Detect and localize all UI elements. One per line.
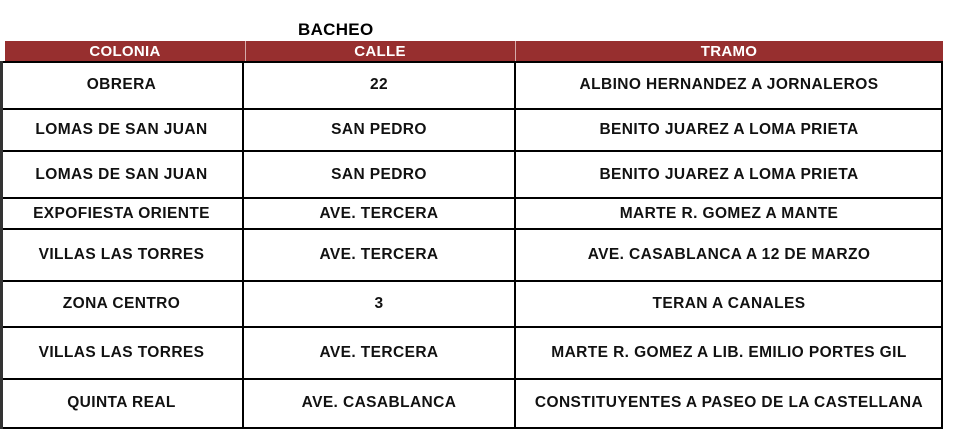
cell-colonia: OBRERA (86, 76, 157, 93)
cell-tramo: AVE. CASABLANCA A 12 DE MARZO (587, 246, 871, 263)
column-divider (242, 61, 244, 429)
row-divider (0, 378, 943, 380)
cell-calle: 3 (374, 295, 384, 312)
table-row (0, 61, 943, 109)
cell-colonia: ZONA CENTRO (62, 295, 181, 312)
row-divider (0, 108, 943, 110)
table-row (0, 379, 943, 427)
cell-colonia: LOMAS DE SAN JUAN (35, 121, 208, 138)
cell-colonia: LOMAS DE SAN JUAN (35, 165, 208, 183)
header-calle: CALLE (354, 43, 406, 60)
cell-calle: 22 (369, 76, 389, 93)
cell-calle: AVE. TERCERA (319, 204, 439, 222)
cell-calle: SAN PEDRO (331, 121, 427, 138)
cell-tramo: MARTE R. GOMEZ A LIB. EMILIO PORTES GIL (551, 344, 907, 361)
row-divider (0, 326, 943, 328)
column-divider (941, 61, 943, 429)
row-divider (0, 150, 943, 152)
cell-colonia: QUINTA REAL (67, 394, 176, 411)
table-row (0, 281, 943, 327)
table-header (5, 41, 943, 61)
table-row (0, 229, 943, 281)
table-row (0, 198, 943, 229)
cell-tramo: BENITO JUAREZ A LOMA PRIETA (599, 165, 859, 183)
table-row (0, 327, 943, 379)
cell-calle: AVE. CASABLANCA (301, 394, 457, 411)
data-table (0, 61, 943, 429)
cell-tramo: TERAN A CANALES (652, 295, 806, 312)
row-divider (0, 228, 943, 230)
header-tramo: TRAMO (700, 43, 758, 60)
cell-calle: AVE. TERCERA (319, 344, 439, 361)
cell-calle: AVE. TERCERA (319, 246, 439, 263)
cell-tramo: MARTE R. GOMEZ A MANTE (619, 204, 839, 222)
cell-tramo: BENITO JUAREZ A LOMA PRIETA (599, 121, 859, 138)
column-divider (514, 61, 516, 429)
cell-tramo: ALBINO HERNANDEZ A JORNALEROS (579, 76, 879, 93)
cell-colonia: VILLAS LAS TORRES (38, 344, 205, 361)
row-divider (0, 427, 943, 429)
cell-colonia: VILLAS LAS TORRES (38, 246, 205, 263)
table-left-edge (0, 61, 3, 429)
table-row (0, 151, 943, 198)
cell-colonia: EXPOFIESTA ORIENTE (33, 204, 210, 222)
header-colonia: COLONIA (89, 43, 161, 60)
cell-calle: SAN PEDRO (331, 165, 427, 183)
table-title: BACHEO (298, 20, 374, 39)
cell-tramo: CONSTITUYENTES A PASEO DE LA CASTELLANA (534, 394, 924, 411)
table-row (0, 109, 943, 151)
row-divider (0, 197, 943, 199)
row-divider (0, 61, 943, 63)
row-divider (0, 280, 943, 282)
